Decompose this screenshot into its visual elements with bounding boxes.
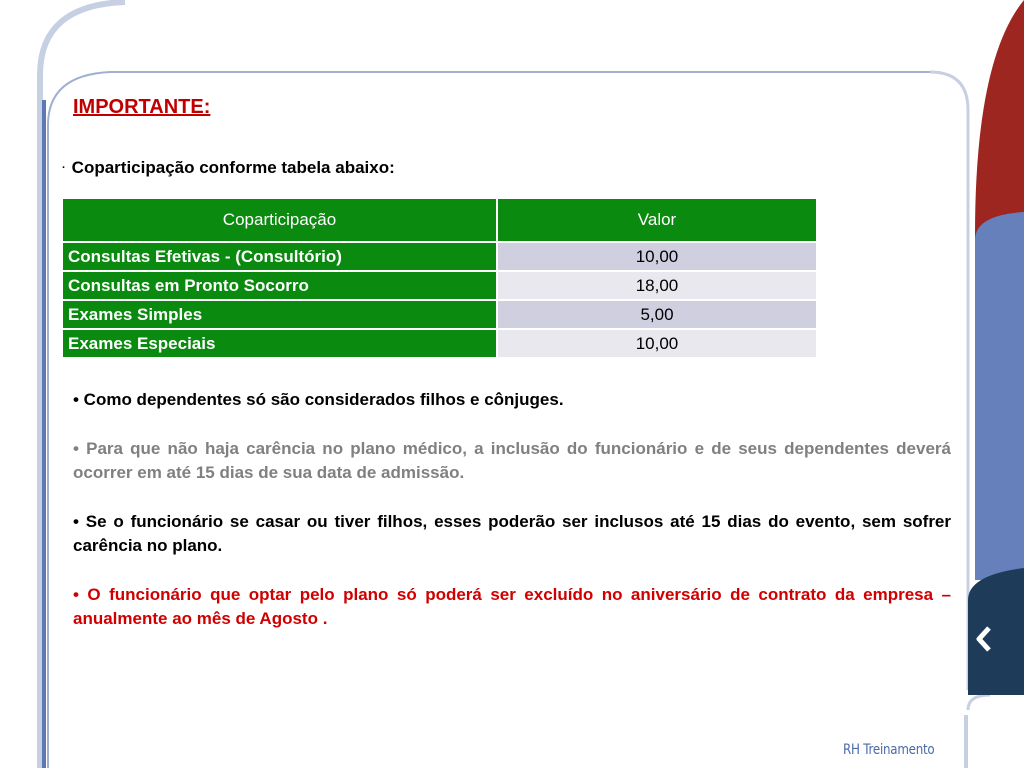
intro-text: Coparticipação conforme tabela abaixo: — [71, 158, 395, 177]
row-label: Exames Especiais — [62, 329, 497, 358]
row-value: 18,00 — [497, 271, 817, 300]
intro-bullet: · — [62, 162, 66, 174]
row-label: Consultas Efetivas - (Consultório) — [62, 242, 497, 271]
bullet-dependents: • Como dependentes só são considerados filhos e cônjuges. — [73, 390, 564, 409]
footer-brand: RH Treinamento — [843, 742, 935, 758]
row-label: Consultas em Pronto Socorro — [62, 271, 497, 300]
header-coparticipacao: Coparticipação — [62, 198, 497, 242]
table-row — [62, 271, 817, 300]
slide-heading: IMPORTANTE: — [73, 96, 211, 118]
intro-line — [62, 158, 395, 178]
table-row — [62, 300, 817, 329]
bullet-list — [73, 388, 951, 656]
row-value: 5,00 — [497, 300, 817, 329]
table-row — [62, 329, 817, 358]
bullet-exclusion-rule: • O funcionário que optar pelo plano só poderá ser excluído no aniversário de contrato da empresa – anualmente ao mês de Agosto . — [73, 585, 951, 628]
table-header-row — [62, 198, 817, 242]
bullet-marriage-children: • Se o funcionário se casar ou tiver filhos, esses poderão ser inclusos até 15 dias do evento, sem sofrer carência no plano. — [73, 512, 951, 555]
chevron-left-icon[interactable] — [975, 626, 993, 652]
row-value: 10,00 — [497, 242, 817, 271]
row-value: 10,00 — [497, 329, 817, 358]
bullet-inclusion-deadline: • Para que não haja carência no plano médico, a inclusão do funcionário e de seus dependentes deverá ocorrer em até 15 dias de sua data de admissão. — [73, 439, 951, 482]
table-row — [62, 242, 817, 271]
header-valor: Valor — [497, 198, 817, 242]
row-label: Exames Simples — [62, 300, 497, 329]
coparticipation-table — [61, 197, 818, 359]
